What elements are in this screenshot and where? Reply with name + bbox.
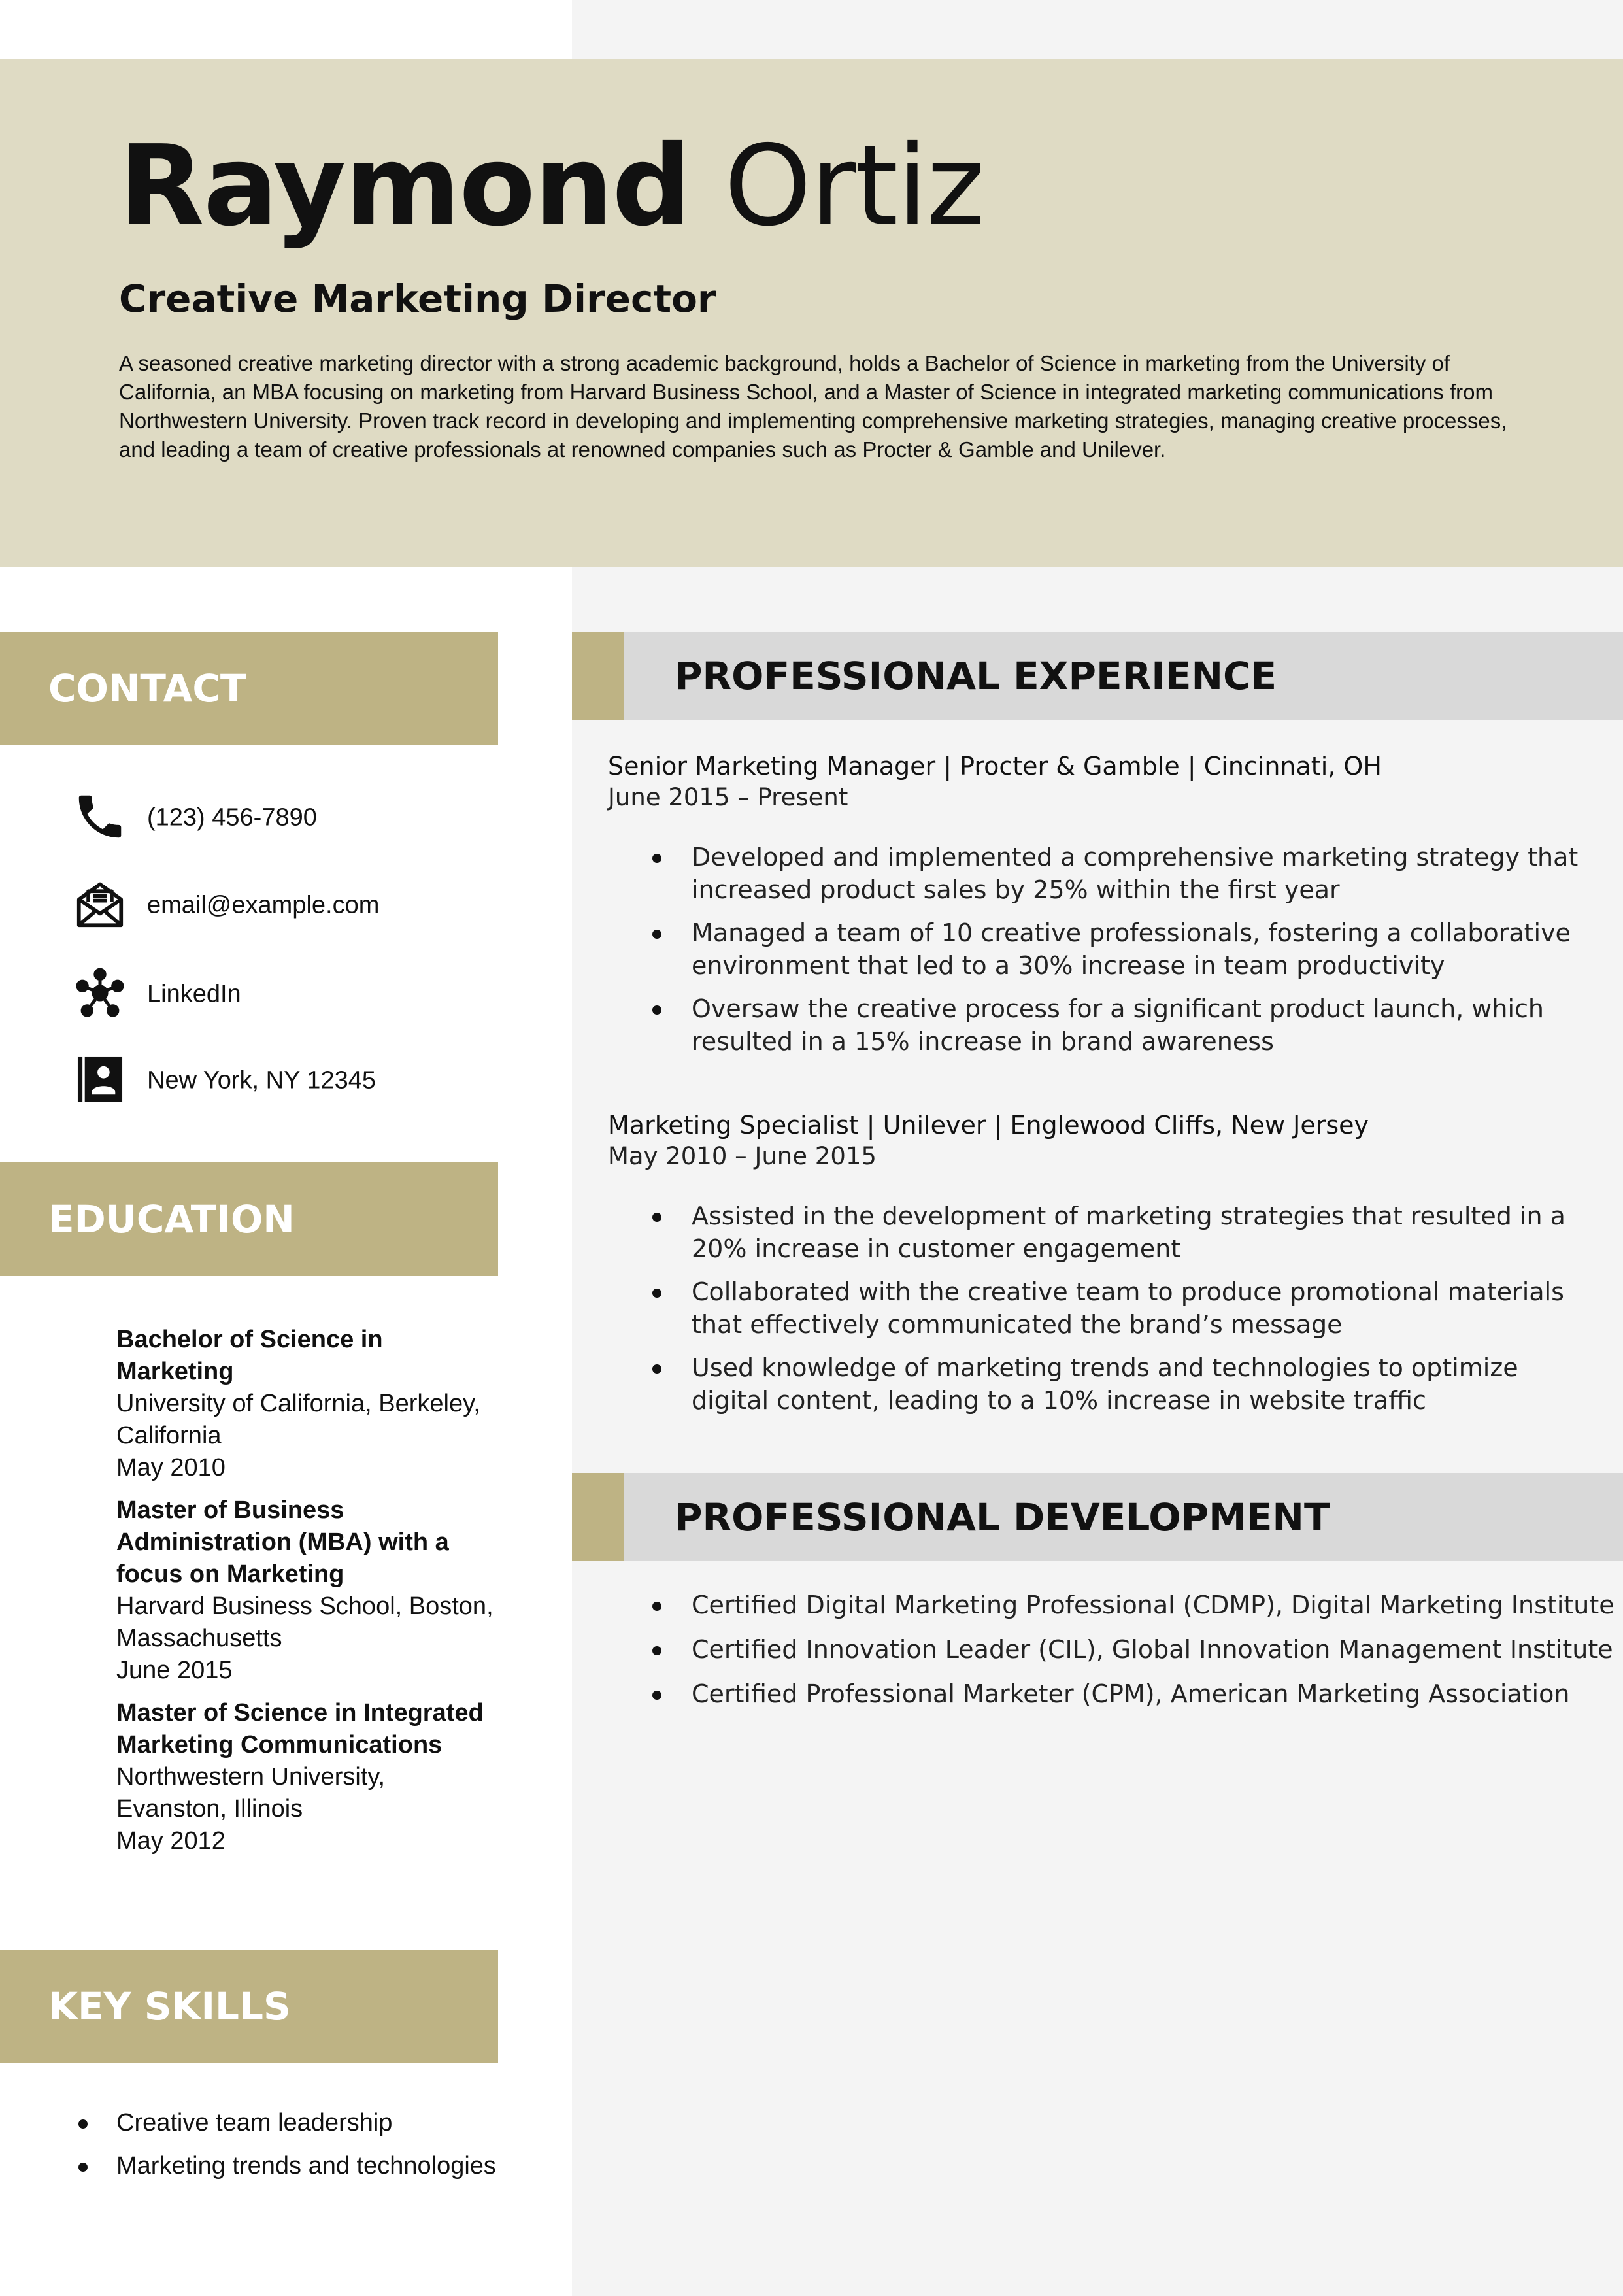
development-item: Certified Digital Marketing Professional (CDMP), Digital Marketing Institute bbox=[608, 1589, 1615, 1621]
first-name: Raymond bbox=[119, 122, 690, 251]
job-bullet: Oversaw the creative process for a significant product launch, which resulted in a 15% increase in brand awareness bbox=[608, 992, 1588, 1058]
education-item bbox=[116, 1324, 495, 1484]
education-item bbox=[116, 1494, 495, 1687]
contact-location bbox=[72, 1051, 497, 1110]
education-school: Northwestern University, Evanston, Illinois bbox=[116, 1763, 386, 1823]
job-bullets bbox=[608, 1200, 1588, 1417]
job-bullets bbox=[608, 841, 1588, 1058]
phone-icon bbox=[72, 788, 128, 845]
education-school: Harvard Business School, Boston, Massachusetts bbox=[116, 1593, 494, 1652]
job-title: Creative Marketing Director bbox=[119, 277, 716, 321]
development-item: Certified Professional Marketer (CPM), American Marketing Association bbox=[608, 1678, 1615, 1710]
education-degree: Master of Science in Integrated Marketing Communications bbox=[116, 1699, 484, 1759]
job-bullet: Managed a team of 10 creative professionals, fostering a collaborative environment that led to a 30% increase in team productivity bbox=[608, 917, 1588, 982]
job-bullet: Collaborated with the creative team to produce promotional materials that effectively communicated the brand’s message bbox=[608, 1275, 1588, 1341]
last-name: Ortiz bbox=[724, 122, 984, 251]
education-degree: Bachelor of Science in Marketing bbox=[116, 1326, 383, 1385]
contact-heading-label: CONTACT bbox=[48, 666, 246, 711]
job-dates: June 2015 – Present bbox=[608, 783, 848, 811]
job-title-line: Marketing Specialist | Unilever | Englewood Cliffs, New Jersey bbox=[608, 1111, 1369, 1140]
skills-heading-label: KEY SKILLS bbox=[48, 1984, 291, 2029]
job-title-line: Senior Marketing Manager | Procter & Gamble | Cincinnati, OH bbox=[608, 752, 1382, 781]
education-date: May 2010 bbox=[116, 1454, 226, 1481]
education-heading bbox=[0, 1162, 498, 1276]
location-text: New York, NY 12345 bbox=[147, 1066, 376, 1094]
network-icon bbox=[72, 965, 128, 1021]
skill-item: Marketing trends and technologies bbox=[72, 2150, 497, 2182]
email-text: email@example.com bbox=[147, 891, 380, 919]
skills-heading bbox=[0, 1950, 498, 2063]
contact-phone bbox=[72, 788, 497, 847]
linkedin-text[interactable]: LinkedIn bbox=[147, 980, 241, 1008]
experience-heading bbox=[572, 632, 1623, 720]
education-date: May 2012 bbox=[116, 1827, 226, 1855]
contact-heading bbox=[0, 632, 498, 745]
development-heading bbox=[572, 1473, 1623, 1561]
skills-list bbox=[72, 2106, 497, 2193]
education-degree: Master of Business Administration (MBA) with a focus on Marketing bbox=[116, 1496, 449, 1588]
development-list bbox=[608, 1589, 1615, 1722]
skill-item: Creative team leadership bbox=[72, 2106, 497, 2139]
job-bullet: Developed and implemented a comprehensive marketing strategy that increased product sales by 25% within the first year bbox=[608, 841, 1588, 906]
job-entry bbox=[608, 751, 1588, 1068]
job-bullet: Used knowledge of marketing trends and technologies to optimize digital content, leading to a 10% increase in website traffic bbox=[608, 1351, 1588, 1417]
education-heading-label: EDUCATION bbox=[48, 1197, 295, 1241]
candidate-name bbox=[119, 122, 984, 251]
contact-linkedin[interactable] bbox=[72, 965, 497, 1024]
experience-heading-accent bbox=[572, 632, 624, 720]
address-book-icon bbox=[72, 1051, 128, 1107]
education-date: June 2015 bbox=[116, 1657, 233, 1684]
contact-email bbox=[72, 876, 497, 935]
education-school: University of California, Berkeley, California bbox=[116, 1390, 480, 1449]
development-item: Certified Innovation Leader (CIL), Global Innovation Management Institute bbox=[608, 1633, 1615, 1666]
experience-heading-label: PROFESSIONAL EXPERIENCE bbox=[675, 653, 1277, 698]
summary: A seasoned creative marketing director with a strong academic background, holds a Bachelor of Science in marketing from the University of California, an MBA focusing on marketing from Harvard Business School, and a Master of Science in integrated marketing communications from Northwestern University. Proven track record in developing and implementing comprehensive marketing strategies, managing creative processes, and leading a team of creative professionals at renowned companies such as Procter & Gamble and Unilever. bbox=[119, 351, 1507, 462]
phone-text: (123) 456-7890 bbox=[147, 803, 317, 832]
job-entry bbox=[608, 1109, 1588, 1427]
job-bullet: Assisted in the development of marketing strategies that resulted in a 20% increase in customer engagement bbox=[608, 1200, 1588, 1265]
education-item bbox=[116, 1697, 495, 1857]
development-heading-label: PROFESSIONAL DEVELOPMENT bbox=[675, 1494, 1330, 1540]
email-icon bbox=[72, 876, 128, 932]
job-dates: May 2010 – June 2015 bbox=[608, 1142, 877, 1170]
development-heading-accent bbox=[572, 1473, 624, 1561]
